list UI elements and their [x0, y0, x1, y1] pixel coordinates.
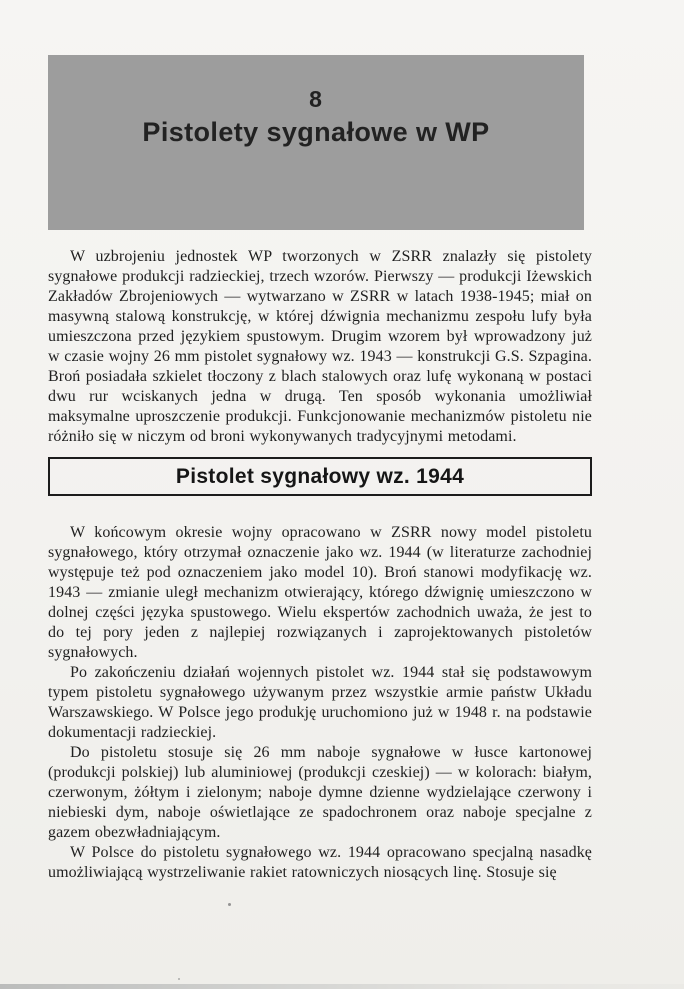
paragraph-1: W uzbrojeniu jednostek WP tworzonych w ZSRR znalazły się pistolety sygnałowe produkcji radzieckiej, trzech wzorów. Pierwszy — produkcji Iżewskich Zakładów Zbrojeniowych — wytwarzano w ZSRR w latach 1938-1945; miał on masywną stalową konstrukcję, w której dźwignia mechanizmu zespołu lufy była umieszczona przed językiem spustowym. Drugim wzorem był wprowadzony już w czasie wojny 26 mm pistolet sygnałowy wz. 1943 — konstrukcji G.S. Szpagina. Broń posiadała szkielet tłoczony z blach stalowych oraz lufę wykonaną w postaci dwu rur wciskanych jedna w drugą. Ten sposób wykonania umożliwiał maksymalne uproszczenie produkcji. Funkcjonowanie mechanizmów pistoletu nie różniło się w niczym od broni wykonywanych tradycyjnymi metodami. — [48, 248, 592, 445]
scan-speck — [228, 903, 231, 906]
chapter-header-band — [48, 55, 584, 230]
chapter-title: Pistolety sygnałowe w WP — [142, 117, 490, 147]
section-title: Pistolet sygnałowy wz. 1944 — [175, 464, 465, 488]
chapter-number: 8 — [309, 86, 323, 112]
paragraph-2: W końcowym okresie wojny opracowano w ZSRR nowy model pistoletu sygnałowego, który otrzymał oznaczenie jako wz. 1944 (w literaturze zachodniej występuje też pod oznaczeniem jako model 10). Broń stanowi modyfikację wz. 1943 — zmianie uległ mechanizm otwierający, którego dźwignię umieszczono w dolnej części języka spustowego. Wielu ekspertów zachodnich uważa, że jest to do tej pory jeden z najlepiej rozwiązanych i zaprojektowanych pistoletów sygnałowych. — [48, 524, 592, 661]
section-heading-box — [48, 457, 592, 496]
body-text-column — [48, 247, 592, 883]
scan-speck — [178, 978, 180, 980]
paragraph-4: Do pistoletu stosuje się 26 mm naboje sygnałowe w łusce kartonowej (produkcji polskiej) lub aluminiowej (produkcji czeskiej) — w kolorach: białym, czerwonym, żółtym i zielonym; naboje dymne dzienne wydzielające czerwony i niebieski dym, naboje oświetlające ze spadochronem oraz naboje specjalne z gazem obezwładniającym. — [48, 744, 592, 841]
paragraph-3: Po zakończeniu działań wojennych pistolet wz. 1944 stał się podstawowym typem pistoletu sygnałowego używanym przez wszystkie armie państw Układu Warszawskiego. W Polsce jego produkję uruchomiono już w 1948 r. na podstawie dokumentacji radzieckiej. — [48, 664, 592, 741]
paragraph-5: W Polsce do pistoletu sygnałowego wz. 1944 opracowano specjalną nasadkę umożliwiającą wystrzeliwanie rakiet ratowniczych niosących linę. Stosuje się — [48, 844, 592, 881]
page-bottom-edge-shadow — [0, 984, 684, 989]
